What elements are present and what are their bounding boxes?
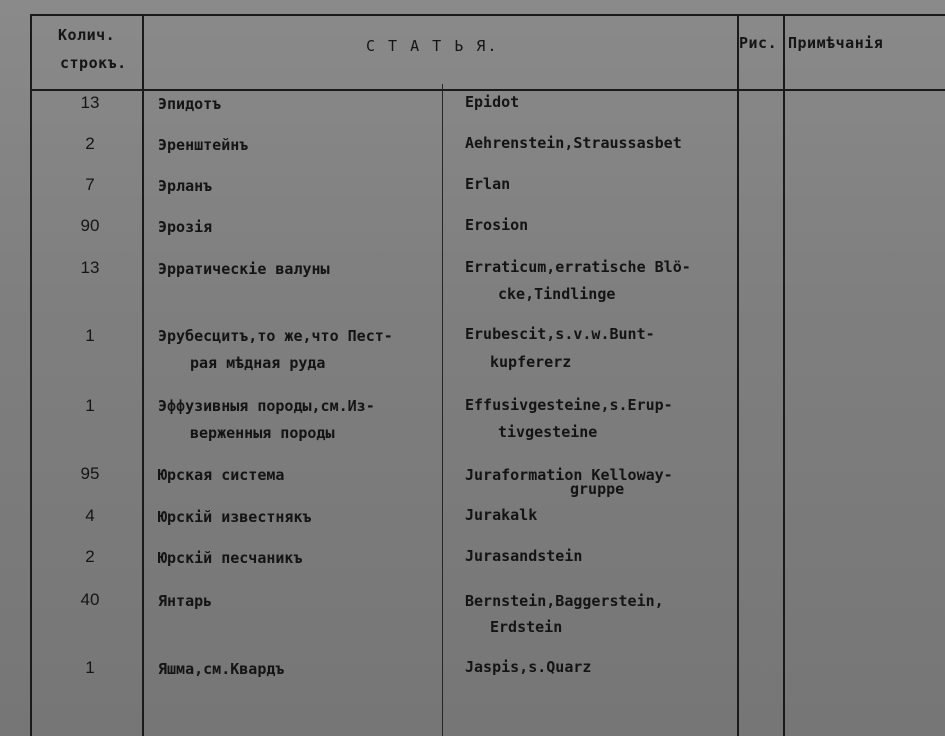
row-russian-term: Эрозія	[158, 218, 213, 236]
row-russian-term-line-2: верженныя породы	[190, 424, 335, 442]
row-german-term: Jurakalk	[465, 506, 538, 524]
row-qty: 1	[85, 658, 95, 677]
row-qty: 2	[85, 134, 95, 153]
row-german-term-line-1: Bernstein,Baggerstein,	[465, 592, 664, 610]
row-russian-term: Юрскій песчаникъ	[158, 549, 303, 567]
row-russian-term: Юрскій известнякъ	[158, 508, 312, 526]
row-russian-term: Эренштейнъ	[158, 136, 249, 154]
row-russian-term-line-1: Эрубесцитъ,то же,что Пест-	[158, 327, 393, 345]
row-qty: 40	[80, 590, 100, 609]
fig-column-left-rule	[737, 14, 739, 736]
row-qty: 13	[80, 93, 100, 112]
row-german-term: Erosion	[465, 216, 529, 234]
article-header: С Т А Т Ь Я.	[366, 37, 499, 55]
qty-header-line-2: строкъ.	[60, 54, 127, 72]
row-qty: 1	[85, 326, 95, 345]
row-german-term-line-2: kupfererz	[490, 353, 572, 371]
fig-header: Рис.	[739, 34, 778, 52]
row-qty: 95	[80, 464, 100, 483]
row-german-term-line-1: Erubescit,s.v.w.Bunt-	[465, 325, 655, 343]
fig-column-right-rule	[783, 14, 785, 736]
qty-column-rule	[142, 14, 144, 736]
row-qty: 7	[85, 175, 95, 194]
row-german-term: Epidot	[465, 93, 520, 111]
table-top-rule	[30, 14, 945, 16]
row-qty: 90	[80, 216, 100, 235]
row-german-term-line-1: Effusivgesteine,s.Erup-	[465, 396, 673, 414]
row-german-term-line-2: tivgesteine	[498, 423, 598, 441]
row-german-term: Jaspis,s.Quarz	[465, 658, 592, 676]
row-russian-term: Эрратическіе валуны	[158, 260, 330, 278]
row-german-term-line-2: gruppe	[570, 480, 625, 498]
row-qty: 13	[80, 258, 100, 277]
row-russian-term: Эпидотъ	[158, 95, 222, 113]
row-german-term-line-1: Erraticum,erratische Blö-	[465, 258, 691, 276]
row-russian-term: Яшма,см.Квардъ	[158, 660, 285, 678]
row-german-term: Jurasandstein	[465, 547, 583, 565]
row-russian-term-line-2: рая мѣдная руда	[190, 354, 326, 372]
row-german-term-line-2: cke,Tindlinge	[498, 285, 616, 303]
row-qty: 1	[85, 396, 95, 415]
row-qty: 4	[85, 506, 95, 525]
row-qty: 2	[85, 547, 95, 566]
row-russian-term-line-1: Эффузивныя породы,см.Из-	[158, 397, 375, 415]
row-russian-term: Юрская система	[158, 466, 285, 484]
table-left-rule	[30, 14, 32, 736]
article-inner-rule	[442, 84, 443, 736]
row-german-term-line-1: Juraformation Kelloway-	[465, 466, 673, 484]
row-russian-term: Эрланъ	[158, 177, 213, 195]
row-german-term: Aehrenstein,Straussasbet	[465, 134, 682, 152]
row-german-term: Erlan	[465, 175, 511, 193]
row-russian-term: Янтарь	[158, 592, 213, 610]
row-german-term-line-2: Erdstein	[490, 618, 563, 636]
qty-header-line-1: Колич.	[58, 26, 116, 44]
notes-header: Примѣчанія	[788, 34, 884, 52]
